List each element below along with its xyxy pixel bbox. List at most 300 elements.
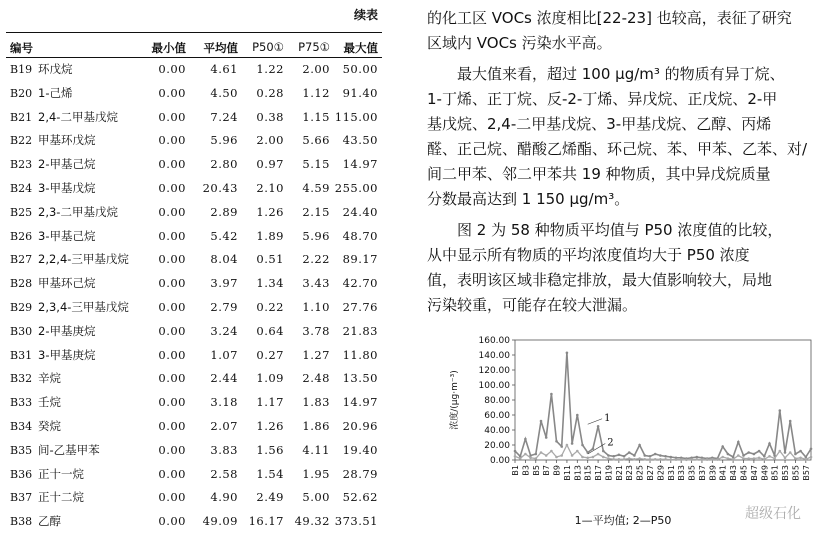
data-point — [566, 352, 569, 355]
row-code: B35 — [10, 443, 33, 457]
data-point — [799, 457, 802, 460]
y-tick-label: 120.00 — [478, 366, 510, 376]
x-tick-label: B29 — [656, 465, 666, 481]
data-point — [768, 455, 771, 458]
data-point — [602, 450, 605, 453]
row-min: 0.00 — [158, 442, 186, 457]
table-row — [6, 391, 382, 415]
row-avg: 2.58 — [210, 466, 238, 481]
data-point — [607, 457, 610, 460]
data-point — [628, 451, 631, 454]
x-tick-label: B11 — [562, 465, 572, 481]
data-point — [696, 456, 699, 459]
row-p75: 1.86 — [302, 418, 330, 433]
row-p50: 0.64 — [256, 323, 284, 338]
row-p75: 1.12 — [302, 85, 330, 100]
table-row — [6, 344, 382, 368]
row-min: 0.00 — [158, 514, 186, 529]
row-code: B22 — [10, 134, 33, 148]
data-point — [607, 454, 610, 457]
row-p50: 0.38 — [256, 109, 284, 124]
x-tick-label: B37 — [697, 465, 707, 481]
text-line: 基戊烷、2,4-二甲基戊烷、3-甲基戊烷、乙醇、丙烯 — [427, 115, 772, 133]
row-name: 3-甲基庚烷 — [38, 347, 96, 362]
y-tick-label: 0.00 — [489, 456, 510, 466]
data-point — [597, 425, 600, 428]
row-code: B36 — [10, 467, 33, 481]
text-line: 从中显示所有物质的平均浓度值均大于 P50 浓度 — [427, 246, 750, 264]
data-point — [659, 458, 662, 461]
row-p75: 1.83 — [302, 395, 330, 410]
table-row — [6, 129, 382, 153]
data-point — [727, 453, 730, 456]
data-point — [675, 458, 678, 461]
x-tick-label: B21 — [614, 465, 624, 481]
row-name: 2-甲基己烷 — [38, 157, 96, 172]
row-p50: 1.26 — [256, 204, 284, 219]
row-p50: 1.89 — [256, 228, 284, 243]
row-avg: 3.83 — [210, 442, 238, 457]
data-point — [753, 453, 756, 456]
x-tick-label: B1 — [511, 465, 520, 476]
x-tick-label: B45 — [739, 465, 749, 481]
row-name: 乙醇 — [38, 514, 61, 529]
data-point — [555, 440, 558, 443]
row-p50: 0.27 — [256, 347, 284, 362]
y-tick-label: 140.00 — [478, 351, 510, 361]
row-code: B30 — [10, 324, 33, 338]
table-row — [6, 439, 382, 463]
table-row — [6, 82, 382, 106]
row-code: B37 — [10, 491, 33, 505]
row-min: 0.00 — [158, 323, 186, 338]
row-p75: 49.32 — [294, 514, 330, 529]
x-tick-label: B31 — [666, 465, 676, 481]
row-p75: 2.48 — [302, 371, 330, 386]
data-point — [550, 450, 553, 453]
table-row — [6, 320, 382, 344]
row-p50: 1.26 — [256, 418, 284, 433]
table-row — [6, 177, 382, 201]
table-panel — [6, 0, 382, 537]
data-point — [773, 457, 776, 460]
row-avg: 2.44 — [210, 371, 238, 386]
data-point — [810, 448, 813, 451]
x-tick-label: B39 — [708, 465, 718, 481]
x-tick-label: B53 — [781, 465, 791, 481]
row-p75: 5.00 — [302, 490, 330, 505]
x-tick-label: B47 — [749, 465, 759, 481]
row-max: 89.17 — [342, 252, 378, 267]
row-p50: 16.17 — [248, 514, 284, 529]
text-line: 最大值来看，超过 100 μg/m³ 的物质有异丁烷、 — [457, 65, 785, 83]
table-row — [6, 272, 382, 296]
row-min: 0.00 — [158, 133, 186, 148]
table-row — [6, 58, 382, 82]
row-p75: 1.15 — [302, 109, 330, 124]
row-avg: 4.90 — [210, 490, 238, 505]
series-2-label: 2 — [607, 437, 614, 449]
row-code: B20 — [10, 86, 33, 100]
data-point — [581, 456, 584, 459]
row-p75: 4.11 — [302, 442, 330, 457]
row-p50: 0.51 — [256, 252, 284, 267]
row-code: B21 — [10, 110, 33, 124]
text-line: 醛、正己烷、醋酸乙烯酯、环己烷、苯、甲苯、乙苯、对/ — [427, 140, 808, 158]
data-point — [576, 450, 579, 453]
data-point — [810, 456, 813, 459]
table-row — [6, 248, 382, 272]
data-point — [535, 453, 538, 456]
header-avg: 平均值 — [203, 41, 238, 55]
data-point — [550, 393, 553, 396]
x-tick-label: B17 — [594, 465, 604, 481]
row-p75: 3.43 — [302, 276, 330, 291]
data-point — [576, 414, 579, 417]
data-point — [623, 458, 626, 461]
header-p50: P50① — [252, 40, 284, 54]
row-p50: 1.56 — [256, 442, 284, 457]
row-p50: 0.28 — [256, 85, 284, 100]
data-point — [555, 456, 558, 459]
row-name: 3-甲基己烷 — [38, 228, 96, 243]
x-tick-label: B25 — [635, 465, 645, 481]
data-point — [545, 454, 548, 457]
row-max: 42.70 — [342, 276, 378, 291]
row-name: 壬烷 — [38, 395, 61, 410]
row-name: 间-乙基甲苯 — [38, 442, 100, 457]
row-max: 24.40 — [342, 204, 378, 219]
series-1-leader — [588, 419, 602, 425]
row-name: 正十一烷 — [38, 466, 84, 481]
row-avg: 2.07 — [210, 418, 238, 433]
header-p75: P75① — [298, 40, 330, 54]
data-point — [644, 458, 647, 461]
row-code: B31 — [10, 348, 33, 362]
row-p50: 2.10 — [256, 180, 284, 195]
row-min: 0.00 — [158, 490, 186, 505]
row-max: 27.76 — [342, 299, 378, 314]
row-min: 0.00 — [158, 109, 186, 124]
data-point — [524, 438, 527, 441]
row-name: 2,3-二甲基戊烷 — [38, 204, 118, 219]
x-tick-label: B5 — [531, 465, 541, 476]
row-p75: 5.96 — [302, 228, 330, 243]
row-avg: 7.24 — [210, 109, 238, 124]
data-point — [514, 455, 517, 458]
x-tick-label: B13 — [573, 465, 583, 481]
table-row — [6, 415, 382, 439]
data-point — [685, 459, 688, 462]
data-point — [514, 450, 517, 453]
x-tick-label: B57 — [801, 465, 811, 481]
row-p75: 1.95 — [302, 466, 330, 481]
data-point — [779, 450, 782, 453]
row-name: 2-甲基庚烷 — [38, 323, 96, 338]
row-code: B34 — [10, 419, 33, 433]
table-row — [6, 486, 382, 510]
data-point — [753, 457, 756, 460]
data-point — [690, 458, 693, 461]
continued-label: 续表 — [353, 8, 378, 22]
row-p50: 1.34 — [256, 276, 284, 291]
header-code: 编号 — [10, 41, 33, 55]
data-point — [566, 444, 569, 447]
row-p50: 0.22 — [256, 299, 284, 314]
data-point — [618, 454, 621, 457]
data-point — [649, 458, 652, 461]
x-tick-label: B51 — [770, 465, 780, 481]
row-min: 0.00 — [158, 347, 186, 362]
data-point — [711, 458, 714, 461]
row-min: 0.00 — [158, 62, 186, 76]
row-min: 0.00 — [158, 157, 186, 172]
row-name: 2,4-二甲基戊烷 — [38, 109, 118, 124]
row-max: 373.51 — [334, 514, 378, 529]
row-code: B26 — [10, 229, 33, 243]
data-point — [654, 458, 657, 461]
row-max: 255.00 — [334, 180, 378, 195]
data-point — [763, 455, 766, 458]
text-panel — [427, 0, 819, 537]
row-code: B27 — [10, 253, 33, 267]
row-p75: 1.27 — [302, 347, 330, 362]
row-min: 0.00 — [158, 418, 186, 433]
table-body — [6, 58, 382, 534]
header-min: 最小值 — [151, 41, 186, 55]
x-tick-label: B23 — [625, 465, 635, 481]
data-point — [742, 457, 745, 460]
data-point — [638, 457, 641, 460]
row-name: 癸烷 — [38, 418, 61, 433]
row-name: 2,2,4-三甲基戊烷 — [38, 252, 129, 267]
text-line: 1-丁烯、正丁烷、反-2-丁烯、异戊烷、正戊烷、2-甲 — [427, 90, 778, 108]
data-point — [701, 458, 704, 461]
row-p75: 2.00 — [302, 62, 330, 76]
row-p75: 5.66 — [302, 133, 330, 148]
x-tick-label: B3 — [521, 465, 531, 476]
data-point — [789, 451, 792, 454]
text-line: 污染较重，可能存在较大泄漏。 — [427, 296, 638, 314]
row-max: 48.70 — [342, 228, 378, 243]
text-line: 的化工区 VOCs 浓度相比[22-23] 也较高，表征了研究 — [427, 9, 792, 27]
row-p75: 2.15 — [302, 204, 330, 219]
table-header — [6, 40, 382, 58]
data-point — [758, 450, 761, 453]
data-point — [789, 420, 792, 423]
paragraph-3 — [427, 218, 819, 318]
data-point — [747, 451, 750, 454]
row-max: 19.40 — [342, 442, 378, 457]
row-name: 甲基环戊烷 — [38, 133, 96, 148]
text-line: 值，表明该区域非稳定排放，最大值影响较大，局地 — [427, 271, 773, 289]
data-point — [545, 436, 548, 439]
data-point — [664, 455, 667, 458]
x-tick-label: B43 — [729, 465, 739, 481]
data-point — [721, 445, 724, 448]
row-avg: 5.96 — [210, 133, 238, 148]
row-avg: 20.43 — [202, 180, 238, 195]
data-point — [794, 457, 797, 460]
table-row — [6, 510, 382, 534]
row-max: 28.79 — [342, 466, 378, 481]
data-point — [581, 444, 584, 447]
y-tick-label: 100.00 — [478, 381, 510, 391]
row-p75: 5.15 — [302, 157, 330, 172]
row-p50: 2.49 — [256, 490, 284, 505]
data-point — [747, 457, 750, 460]
row-max: 20.96 — [342, 418, 378, 433]
row-avg: 8.04 — [210, 252, 238, 267]
row-max: 13.50 — [342, 371, 378, 386]
data-point — [784, 457, 787, 460]
paragraph-2 — [427, 62, 819, 212]
row-min: 0.00 — [158, 276, 186, 291]
row-p50: 2.00 — [256, 133, 284, 148]
figure-caption: 1—平均值; 2—P50 — [574, 514, 672, 527]
row-avg: 4.50 — [210, 85, 238, 100]
data-point — [612, 458, 615, 461]
data-point — [540, 420, 543, 423]
data-point — [696, 458, 699, 461]
row-avg: 2.89 — [210, 204, 238, 219]
y-tick-label: 80.00 — [484, 396, 510, 406]
data-point — [784, 451, 787, 454]
data-point — [706, 458, 709, 461]
row-p50: 1.54 — [256, 466, 284, 481]
row-avg: 4.61 — [210, 62, 238, 76]
text-line: 分数最高达到 1 150 μg/m³。 — [427, 190, 630, 208]
x-tick-label: B27 — [646, 465, 656, 481]
row-avg: 5.42 — [210, 228, 238, 243]
row-avg: 2.79 — [210, 299, 238, 314]
data-point — [779, 409, 782, 412]
x-tick-label: B7 — [542, 465, 552, 476]
data-point — [571, 454, 574, 457]
row-p50: 0.97 — [256, 157, 284, 172]
data-point — [805, 456, 808, 459]
y-tick-label: 20.00 — [484, 441, 510, 451]
row-max: 14.97 — [342, 395, 378, 410]
row-code: B33 — [10, 396, 33, 410]
data-point — [519, 457, 522, 460]
data-point — [592, 448, 595, 451]
row-max: 91.40 — [342, 85, 378, 100]
data-point — [633, 458, 636, 461]
x-tick-label: B19 — [604, 465, 614, 481]
watermark: 超级石化 — [745, 506, 801, 522]
paragraph-1 — [427, 6, 819, 56]
y-axis-label: 浓度/(μg·m⁻³) — [450, 370, 460, 430]
data-point — [659, 454, 662, 457]
data-point — [524, 453, 527, 456]
header-max: 最大值 — [343, 41, 378, 55]
row-name: 1-己烯 — [38, 85, 73, 100]
row-max: 43.50 — [342, 133, 378, 148]
row-code: B24 — [10, 181, 33, 195]
row-p50: 1.09 — [256, 371, 284, 386]
row-name: 环戊烷 — [38, 62, 73, 76]
data-point — [737, 454, 740, 457]
data-point — [763, 458, 766, 461]
row-min: 0.00 — [158, 204, 186, 219]
row-code: B19 — [10, 63, 33, 76]
row-code: B28 — [10, 277, 33, 291]
data-point — [799, 450, 802, 453]
data-point — [529, 457, 532, 460]
data-point — [571, 442, 574, 445]
row-min: 0.00 — [158, 466, 186, 481]
x-tick-label: B49 — [760, 465, 770, 481]
data-point — [623, 455, 626, 458]
data-point — [794, 453, 797, 456]
data-point — [670, 456, 673, 459]
table-row — [6, 225, 382, 249]
row-code: B38 — [10, 515, 33, 529]
row-min: 0.00 — [158, 371, 186, 386]
x-tick-label: B41 — [718, 465, 728, 481]
data-point — [628, 457, 631, 460]
table-row — [6, 463, 382, 487]
row-name: 甲基环己烷 — [38, 276, 96, 291]
row-min: 0.00 — [158, 252, 186, 267]
row-max: 11.80 — [342, 347, 378, 362]
x-tick-label: B33 — [677, 465, 687, 481]
row-name: 正十二烷 — [38, 490, 84, 505]
data-point — [649, 455, 652, 458]
row-min: 0.00 — [158, 228, 186, 243]
y-tick-label: 160.00 — [478, 336, 510, 346]
data-point — [586, 457, 589, 460]
row-max: 52.62 — [342, 490, 378, 505]
table-row — [6, 201, 382, 225]
x-tick-label: B55 — [791, 465, 801, 481]
data-point — [612, 455, 615, 458]
row-p75: 1.10 — [302, 299, 330, 314]
data-point — [633, 454, 636, 457]
data-point — [670, 458, 673, 461]
row-min: 0.00 — [158, 180, 186, 195]
row-avg: 1.07 — [210, 347, 238, 362]
row-avg: 3.24 — [210, 323, 238, 338]
row-min: 0.00 — [158, 85, 186, 100]
text-line: 图 2 为 58 种物质平均值与 P50 浓度值的比较， — [457, 221, 783, 239]
row-p75: 4.59 — [302, 180, 330, 195]
row-avg: 3.97 — [210, 276, 238, 291]
x-tick-label: B9 — [552, 465, 562, 476]
row-avg: 49.09 — [202, 514, 238, 529]
y-tick-label: 40.00 — [484, 426, 510, 436]
row-code: B25 — [10, 205, 33, 219]
data-point — [592, 456, 595, 459]
row-code: B32 — [10, 372, 33, 386]
text-line: 区域内 VOCs 污染水平高。 — [427, 34, 612, 52]
row-max: 14.97 — [342, 157, 378, 172]
data-point — [535, 457, 538, 460]
row-max: 21.83 — [342, 323, 378, 338]
row-name: 2,3,4-三甲基戊烷 — [38, 299, 129, 314]
data-point — [805, 458, 808, 461]
row-code: B29 — [10, 300, 33, 314]
data-point — [727, 457, 730, 460]
series-line-1 — [515, 353, 811, 459]
row-avg: 2.80 — [210, 157, 238, 172]
data-point — [716, 458, 719, 461]
data-point — [664, 458, 667, 461]
text-line: 间二甲苯、邻二甲苯共 19 种物质，其中异戊烷质量 — [427, 165, 771, 183]
data-point — [597, 453, 600, 456]
data-point — [737, 441, 740, 444]
